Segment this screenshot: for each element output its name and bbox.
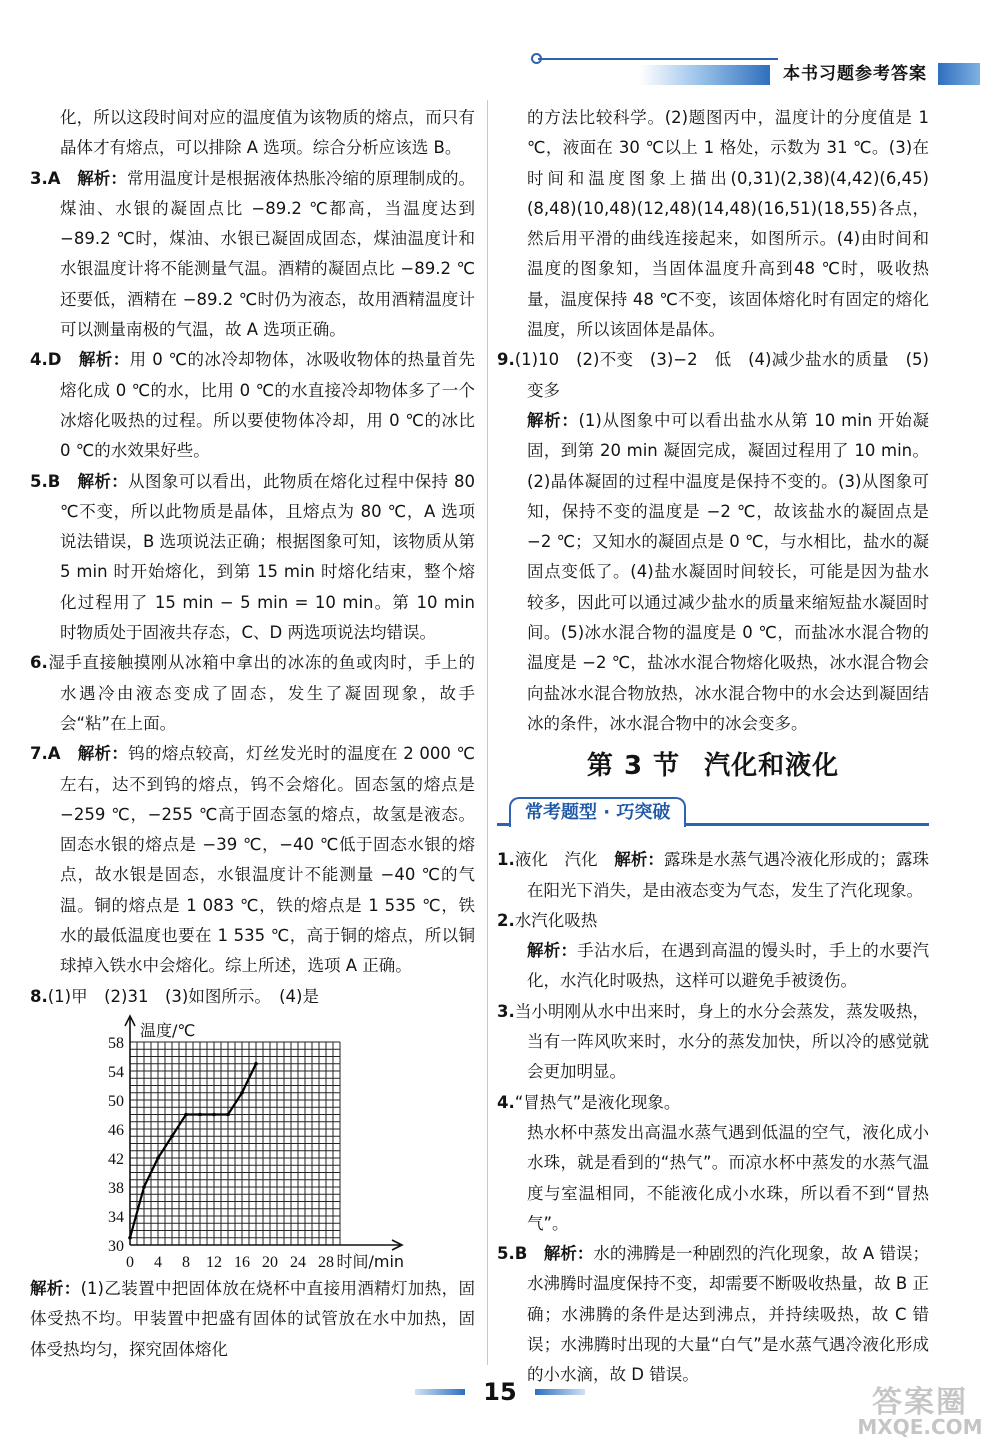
right-continuation: 的方法比较科学。(2)题图丙中，温度计的分度值是 1 ℃，液面在 30 ℃以上 1 格处，示数为 31 ℃。(3)在时间和温度图象上描出(0,31)(2,38)(4,42)(6,45)(8,48)(10,48)(12,48)(14,48)(16,51)(18,55)各点，然后用平滑的曲线连接起来，如图所示。(4)由时间和温度的图象知，当固体温度升高到48 ℃时，吸收热量，温度保持 48 ℃不变，该固体熔化时有固定的熔化温度，所以该固体是晶体。	[527, 108, 929, 340]
answer-8-analysis	[30, 1274, 475, 1365]
watermark-bottom: MXQE.COM	[857, 1415, 983, 1439]
answer-4-text: 用 0 ℃的冰冷却物体，冰吸收物体的热量首先熔化成 0 ℃的水，比用 0 ℃的水直接冷却物体多了一个冰熔化吸热的过程。所以要使物体冷却，用 0 ℃的冰比 0 ℃的水效果好些。	[60, 350, 476, 461]
practice-1-number: 1.	[497, 850, 515, 870]
footer-decoration-left	[415, 1389, 465, 1395]
answer-7-label: 解析：	[77, 744, 129, 764]
practice-1-label: 解析：	[614, 850, 664, 870]
practice-4-text: “冒热气”是液化现象。	[514, 1092, 681, 1112]
practice-1-text: 露珠是水蒸气遇冷液化形成的；露珠在阳光下消失，是由液态变为气态，发生了汽化现象。	[527, 850, 930, 900]
y-tick-label: 30	[108, 1237, 124, 1255]
left-column	[30, 103, 475, 1365]
answer-3-label: 解析：	[77, 168, 127, 188]
temperature-time-chart	[70, 1012, 510, 1274]
header-end-block	[938, 63, 980, 85]
answer-7-number: 7.A	[30, 744, 61, 764]
x-tick-label: 4	[154, 1253, 162, 1271]
header-title: 本书习题参考答案	[783, 64, 927, 84]
answer-5	[30, 467, 475, 649]
x-tick-label: 0	[126, 1253, 134, 1271]
practice-2-answer: 水汽化吸热	[514, 910, 598, 930]
header-band	[640, 65, 770, 85]
practice-banner	[497, 795, 929, 839]
data-point	[198, 1113, 202, 1117]
answer-4	[30, 345, 475, 466]
x-tick-label: 16	[234, 1253, 250, 1271]
y-tick-label: 42	[108, 1150, 124, 1168]
answer-7	[30, 739, 475, 981]
section-name: 汽化和液化	[704, 751, 840, 782]
answer-8-number: 8.	[30, 986, 48, 1006]
data-point	[226, 1113, 230, 1117]
watermark-top: 答案圈	[872, 1385, 968, 1420]
practice-5-label: 解析：	[543, 1244, 594, 1264]
chart-svg	[70, 1012, 510, 1274]
practice-3	[497, 997, 929, 1088]
right-column	[497, 103, 929, 1391]
practice-4	[497, 1088, 929, 1118]
footer-decoration-right	[535, 1389, 585, 1395]
y-tick-label: 34	[108, 1208, 124, 1226]
data-point	[170, 1134, 174, 1138]
y-tick-label: 54	[108, 1063, 124, 1081]
data-point	[156, 1156, 160, 1160]
practice-4-number: 4.	[497, 1092, 515, 1112]
answer-8-analysis-text: (1)乙装置中把固体放在烧杯中直接用酒精灯加热，固体受热不均。甲装置中把盛有固体的试管放在水中加热，固体受热均匀，探究固体熔化	[30, 1278, 476, 1359]
practice-2-number: 2.	[497, 910, 515, 930]
y-tick-label: 58	[108, 1034, 124, 1052]
banner-label: 常考题型 · 巧突破	[509, 797, 686, 827]
practice-5	[497, 1239, 929, 1390]
x-tick-label: 20	[262, 1253, 278, 1271]
y-tick-label: 46	[108, 1121, 124, 1139]
y-axis-label: 温度/℃	[140, 1020, 196, 1040]
practice-1	[497, 845, 929, 906]
header-rule	[538, 58, 778, 60]
answer-9-analysis	[497, 406, 929, 739]
practice-5-text: 水的沸腾是一种剧烈的汽化现象，故 A 错误；水沸腾时温度保持不变，却需要不断吸收热量，故 B 正确；水沸腾的条件是达到沸点，并持续吸热，故 C 错误；水沸腾时出现的大量“白气”是水蒸气遇冷液化形成的小水滴，故 D 错误。	[527, 1244, 929, 1385]
answer-5-label: 解析：	[77, 471, 129, 491]
x-tick-label: 12	[206, 1253, 222, 1271]
data-point	[128, 1236, 132, 1240]
answer-3	[30, 164, 475, 346]
answer-5-number: 5.B	[30, 471, 61, 491]
answer-5-text: 从图象可以看出，此物质在熔化过程中保持 80 ℃不变，所以此物质是晶体，且熔点为 80 ℃，A 选项说法错误，B 选项说法正确；根据图象可知，该物质从第 5 min 时开始熔化，到第 15 min 时熔化结束，整个熔化过程用了 15 min − 5 min = 10 min。第 10 min 时物质处于固液共存态，C、D 两选项说法均错误。	[60, 471, 476, 643]
watermark-logo	[854, 1385, 986, 1439]
answer-7-text: 钨的熔点较高，灯丝发光时的温度在 2 000 ℃左右，达不到钨的熔点，钨不会熔化。固态氢的熔点是 −259 ℃，−255 ℃高于固态氢的熔点，故氢是液态。固态水银的熔点是 −39 ℃，−40 ℃低于固态水银的熔点，故水银是固态，水银温度计不能测量 −40 ℃的气温。铜的熔点是 1 083 ℃，铁的熔点是 1 535 ℃，铁水的最低温度也要在 1 535 ℃，高于铜的熔点，所以铜球掉入铁水中会熔化。综上所述，选项 A 正确。	[60, 744, 476, 976]
answer-8-analysis-label: 解析：	[30, 1278, 81, 1298]
answer-3-text: 常用温度计是根据液体热胀冷缩的原理制成的。煤油、水银的凝固点比 −89.2 ℃都高，当温度达到 −89.2 ℃时，煤油、水银已凝固成固态，煤油温度计和水银温度计将不能测量气温。酒精的凝固点比 −89.2 ℃还要低，酒精在 −89.2 ℃时仍为液态，故用酒精温度计可以测量南极的气温，故 A 选项正确。	[60, 168, 476, 340]
section-title	[497, 743, 929, 789]
section-number: 第 3 节	[586, 751, 681, 782]
x-tick-label: 24	[290, 1253, 306, 1271]
data-point	[212, 1113, 216, 1117]
answer-9	[497, 345, 929, 406]
answer-6-number: 6.	[30, 653, 48, 673]
answer-8	[30, 982, 475, 1012]
data-point	[184, 1113, 188, 1117]
answer-9-text: (1)10 (2)不变 (3)−2 低 (4)减少盐水的质量 (5)变多	[514, 350, 929, 400]
answer-9-analysis-label: 解析：	[527, 410, 579, 430]
x-tick-label: 8	[182, 1253, 190, 1271]
practice-2-analysis	[497, 936, 929, 997]
answer-9-analysis-text: (1)从图象中可以看出盐水从第 10 min 开始凝固，到第 20 min 凝固完成，凝固过程用了 10 min。(2)晶体凝固的过程中温度是保持不变的。(3)从图象可知，保持不变的温度是 −2 ℃，故该盐水的凝固点是 −2 ℃；又知水的凝固点是 0 ℃，与水相比，盐水的凝固点变低了。(4)盐水凝固时间较长，可能是因为盐水较多，因此可以通过减少盐水的质量来缩短盐水凝固时间。(5)冰水混合物的温度是 0 ℃，而盐冰水混合物的温度是 −2 ℃，盐冰水混合物熔化吸热，冰水混合物会向盐冰水混合物放热，冰水混合物中的水会达到凝固结冰的条件，冰水混合物中的冰会变多。	[527, 410, 929, 733]
data-point	[254, 1062, 258, 1066]
practice-4-more: 热水杯中蒸发出高温水蒸气遇到低温的空气，液化成小水珠，就是看到的“热气”。而凉水杯中蒸发的水蒸气温度与室温相同，不能液化成小水珠，所以看不到“冒热气”。	[527, 1122, 929, 1233]
page-number: 15	[483, 1378, 517, 1406]
practice-2-analysis-label: 解析：	[527, 941, 578, 961]
answer-6-text: 湿手直接触摸刚从冰箱中拿出的冰冻的鱼或肉时，手上的水遇冷由液态变成了固态，发生了凝固现象，故手会“粘”在上面。	[47, 653, 475, 733]
answer-4-label: 解析：	[78, 350, 130, 370]
y-tick-label: 50	[108, 1092, 124, 1110]
practice-2-analysis-text: 手沾水后，在遇到高温的馒头时，手上的水要汽化，水汽化时吸热，这样可以避免手被烫伤。	[527, 941, 930, 991]
practice-5-number: 5.B	[497, 1244, 528, 1264]
practice-2	[497, 906, 929, 936]
answer-3-number: 3.A	[30, 168, 61, 188]
data-point	[240, 1091, 244, 1095]
answer-9-number: 9.	[497, 350, 515, 370]
practice-3-number: 3.	[497, 1001, 515, 1021]
practice-1-answer: 液化 汽化	[514, 850, 615, 870]
data-point	[142, 1185, 146, 1189]
answer-8-text: (1)甲 (2)31 (3)如图所示。 (4)是	[47, 986, 319, 1006]
answer-6	[30, 648, 475, 739]
left-continuation: 化，所以这段时间对应的温度值为该物质的熔点，而只有晶体才有熔点，可以排除 A 选项。综合分析应该选 B。	[60, 108, 475, 158]
x-tick-label: 28	[318, 1253, 334, 1271]
answer-4-number: 4.D	[30, 350, 62, 370]
y-tick-label: 38	[108, 1179, 124, 1197]
x-axis-label: 时间/min	[336, 1251, 405, 1271]
practice-3-text: 当小明刚从水中出来时，身上的水分会蒸发，蒸发吸热，当有一阵风吹来时，水分的蒸发加快，所以冷的感觉就会更加明显。	[514, 1001, 929, 1082]
